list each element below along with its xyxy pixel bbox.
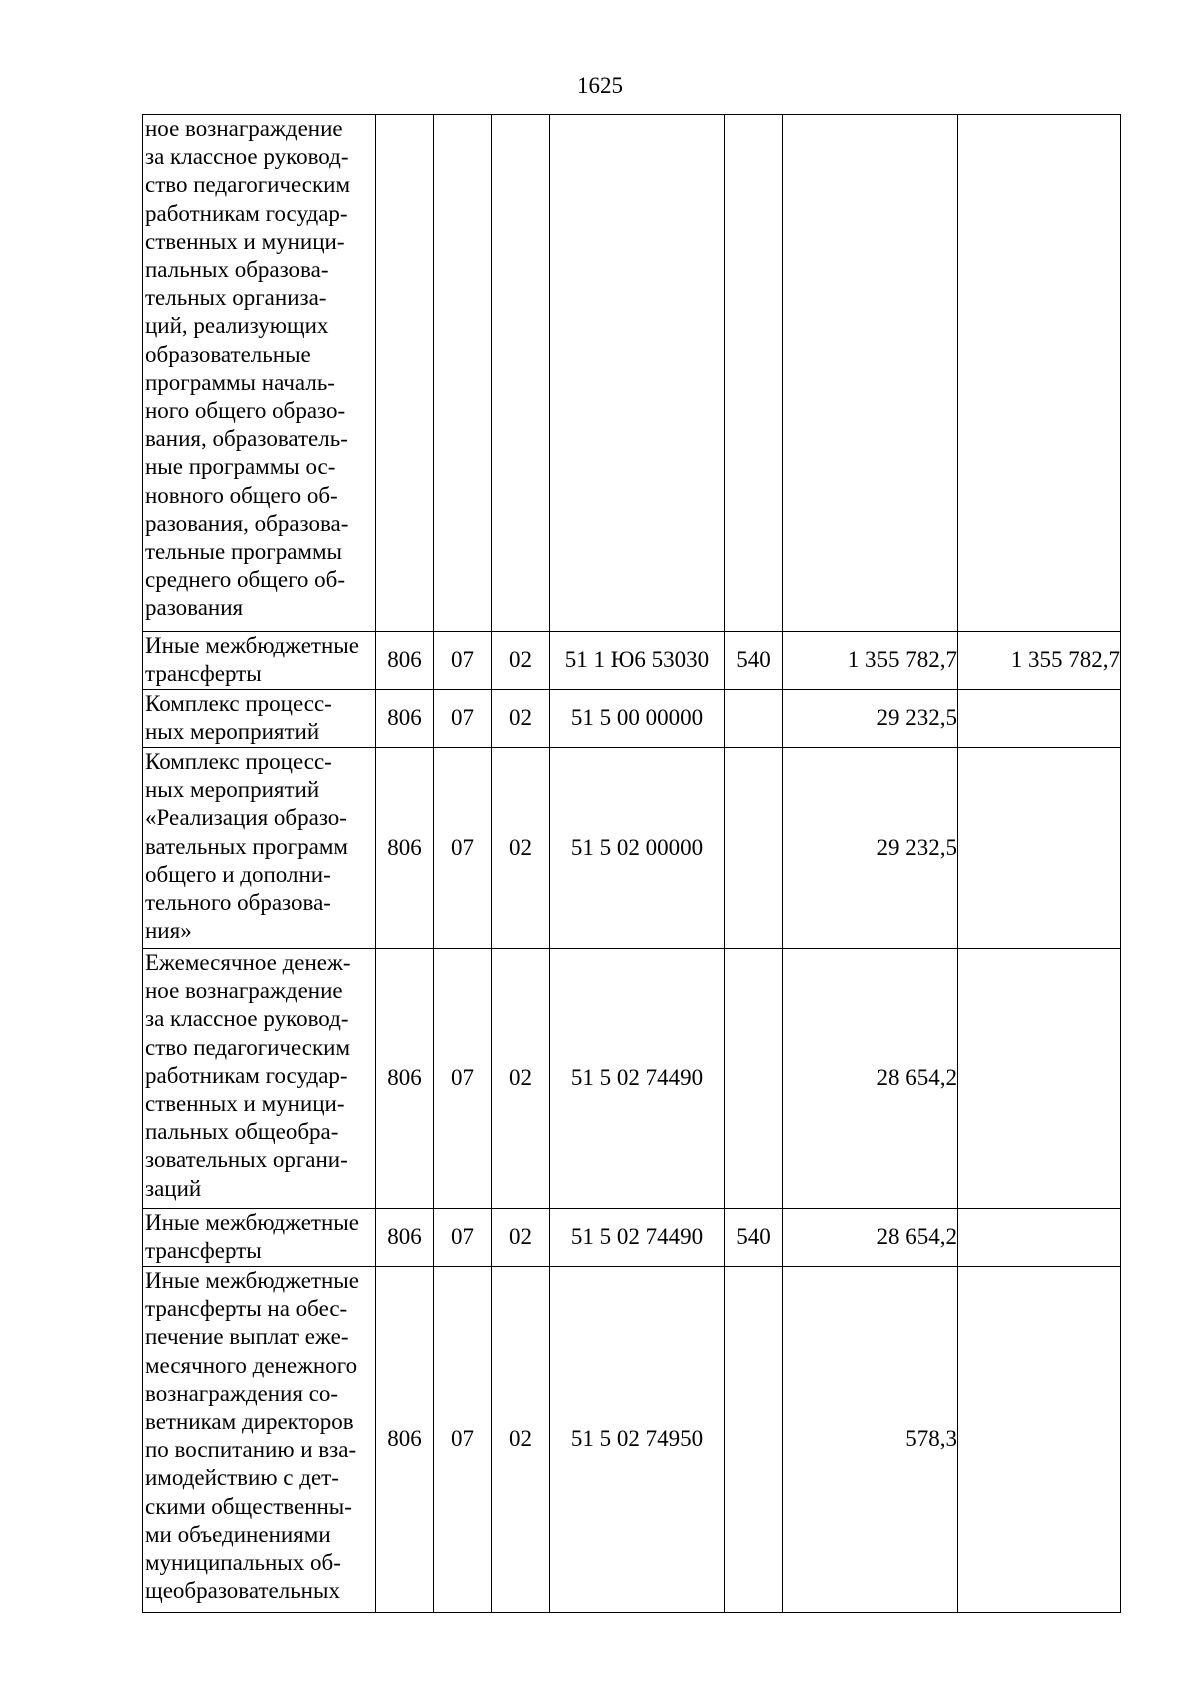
table-row (143, 748, 1121, 949)
description-line: трансферты на обес- (145, 1296, 348, 1322)
description-line: ных мероприятий (145, 719, 320, 745)
description-line: разования (145, 595, 244, 621)
section-code-cell: 07 (434, 1267, 492, 1613)
description-line: «Реализация образо- (145, 805, 347, 831)
ministry-code-cell: 806 (376, 1209, 434, 1267)
section-code-cell: 07 (434, 949, 492, 1209)
description-line: Иные межбюджетные (145, 633, 359, 658)
description-line: Иные межбюджетные (145, 1210, 359, 1235)
description-line: ми объединениями (145, 1521, 331, 1547)
amount-federal-cell (958, 748, 1121, 949)
amount-cell: 29 232,5 (783, 690, 958, 748)
table-row (143, 1209, 1121, 1267)
description-line: образовательные (145, 341, 311, 367)
ministry-code-cell (376, 115, 434, 632)
description-line: ство педагогическим (145, 172, 351, 198)
subsection-code-cell: 02 (492, 632, 550, 690)
description-line: ций, реализующих (145, 313, 329, 339)
ministry-code-cell: 806 (376, 1267, 434, 1613)
description-line: Ежемесячное денеж- (145, 950, 351, 975)
description-cell (143, 690, 376, 748)
amount-cell: 28 654,2 (783, 1209, 958, 1267)
amount-federal-cell (958, 690, 1121, 748)
description-line: разования, образова- (145, 510, 349, 536)
description-line: имодействию с дет- (145, 1465, 339, 1491)
description-line: ство педагогическим (145, 1034, 351, 1060)
description-cell (143, 1267, 376, 1613)
description-line: ных мероприятий (145, 777, 320, 803)
description-line: муниципальных об- (145, 1550, 341, 1576)
description-line: ственных и муници- (145, 228, 345, 254)
description-line: тельных организа- (145, 285, 327, 311)
description-line: тельные программы (145, 539, 342, 565)
description-line: программы началь- (145, 369, 335, 395)
description-line: тельного образова- (145, 890, 331, 916)
amount-federal-cell (958, 115, 1121, 632)
description-line: заций (145, 1175, 202, 1201)
description-line: ветникам директоров (145, 1409, 354, 1435)
budget-table (142, 114, 1121, 1613)
table-row (143, 632, 1121, 690)
description-line: вания, образователь- (145, 426, 348, 452)
subsection-code-cell: 02 (492, 1267, 550, 1613)
target-article-cell (550, 115, 725, 632)
section-code-cell: 07 (434, 690, 492, 748)
section-code-cell: 07 (434, 748, 492, 949)
description-line: ное вознаграждение (145, 116, 343, 141)
amount-cell: 1 355 782,7 (783, 632, 958, 690)
description-line: Комплекс процесс- (145, 691, 332, 716)
description-cell (143, 632, 376, 690)
description-line: ного общего образо- (145, 398, 346, 424)
description-cell (143, 748, 376, 949)
target-article-cell: 51 5 02 74490 (550, 1209, 725, 1267)
amount-federal-cell (958, 1209, 1121, 1267)
ministry-code-cell: 806 (376, 748, 434, 949)
description-line: печение выплат еже- (145, 1324, 349, 1350)
description-cell (143, 949, 376, 1209)
amount-federal-cell (958, 1267, 1121, 1613)
table-row (143, 949, 1121, 1209)
subsection-code-cell: 02 (492, 1209, 550, 1267)
target-article-cell: 51 5 02 00000 (550, 748, 725, 949)
description-line: за классное руковод- (145, 144, 349, 170)
ministry-code-cell: 806 (376, 690, 434, 748)
amount-federal-cell (958, 949, 1121, 1209)
description-cell (143, 115, 376, 632)
description-line: вознаграждения со- (145, 1380, 339, 1406)
description-line: среднего общего об- (145, 567, 346, 593)
subsection-code-cell (492, 115, 550, 632)
amount-cell: 28 654,2 (783, 949, 958, 1209)
description-line: новного общего об- (145, 482, 338, 508)
description-line: месячного денежного (145, 1352, 358, 1378)
description-line: Иные межбюджетные (145, 1268, 359, 1293)
description-line: зовательных органи- (145, 1147, 348, 1173)
description-line: трансферты (145, 1238, 262, 1264)
expense-type-cell (725, 949, 783, 1209)
description-line: работникам государ- (145, 1062, 348, 1088)
expense-type-cell (725, 748, 783, 949)
ministry-code-cell: 806 (376, 949, 434, 1209)
table-row (143, 1267, 1121, 1613)
target-article-cell: 51 1 Ю6 53030 (550, 632, 725, 690)
amount-cell (783, 115, 958, 632)
target-article-cell: 51 5 02 74490 (550, 949, 725, 1209)
description-line: по воспитанию и вза- (145, 1437, 357, 1463)
amount-cell: 578,3 (783, 1267, 958, 1613)
expense-type-cell: 540 (725, 1209, 783, 1267)
description-line: ственных и муници- (145, 1091, 345, 1117)
amount-federal-cell: 1 355 782,7 (958, 632, 1121, 690)
target-article-cell: 51 5 00 00000 (550, 690, 725, 748)
expense-type-cell (725, 1267, 783, 1613)
budget-table-body (143, 115, 1121, 1613)
amount-cell: 29 232,5 (783, 748, 958, 949)
section-code-cell: 07 (434, 1209, 492, 1267)
subsection-code-cell: 02 (492, 949, 550, 1209)
description-line: ния» (145, 918, 192, 944)
description-line: Комплекс процесс- (145, 749, 332, 774)
description-line: пальных общеобра- (145, 1119, 339, 1145)
subsection-code-cell: 02 (492, 748, 550, 949)
expense-type-cell (725, 115, 783, 632)
description-line: трансферты (145, 661, 262, 687)
section-code-cell: 07 (434, 632, 492, 690)
description-line: ные программы ос- (145, 454, 336, 480)
expense-type-cell (725, 690, 783, 748)
description-line: щеобразовательных (145, 1578, 340, 1604)
description-line: скими общественны- (145, 1493, 352, 1519)
description-line: общего и дополни- (145, 861, 331, 887)
page-number: 1625 (577, 73, 623, 98)
target-article-cell: 51 5 02 74950 (550, 1267, 725, 1613)
section-code-cell (434, 115, 492, 632)
table-row (143, 115, 1121, 632)
description-line: пальных образова- (145, 257, 329, 283)
description-line: ное вознаграждение (145, 978, 343, 1004)
ministry-code-cell: 806 (376, 632, 434, 690)
description-line: вательных программ (145, 833, 348, 859)
subsection-code-cell: 02 (492, 690, 550, 748)
table-row (143, 690, 1121, 748)
description-line: работникам государ- (145, 200, 348, 226)
description-line: за классное руковод- (145, 1006, 349, 1032)
expense-type-cell: 540 (725, 632, 783, 690)
description-cell (143, 1209, 376, 1267)
